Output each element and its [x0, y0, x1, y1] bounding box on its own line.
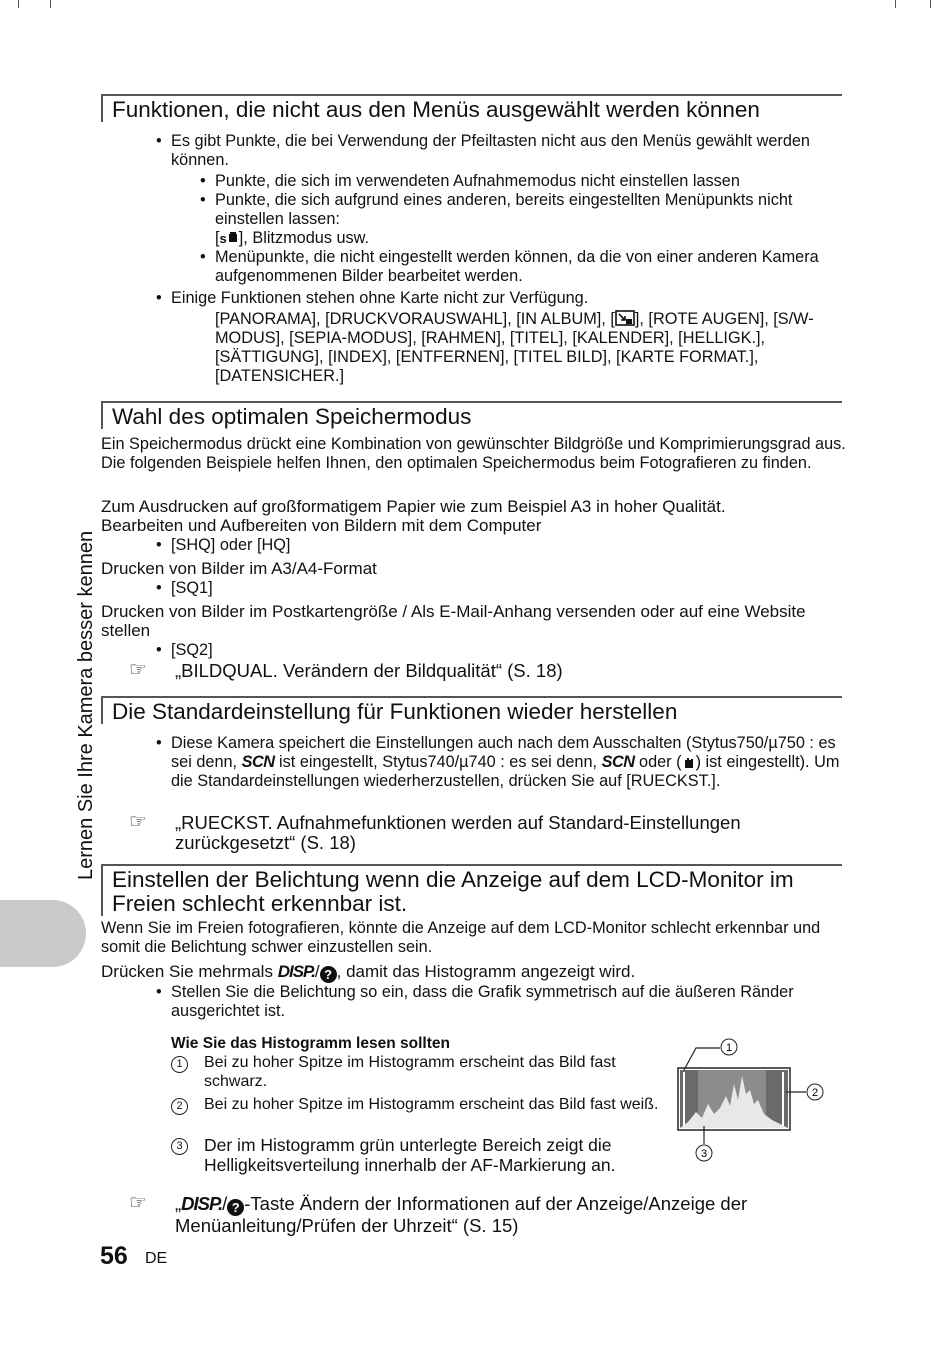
- crop-mark: [895, 0, 896, 8]
- list-item: • Es gibt Punkte, die bei Verwendung der Pfeiltasten nicht aus den Menüs gewählt werden können.: [156, 132, 810, 169]
- function-list: [PANORAMA], [DRUCKVORAUSWAHL], [IN ALBUM], [ ], [ROTE AUGEN], [S/W-MODUS], [SEPIA-MODUS], [RAHMEN], [TITEL], [KALENDER], [HELLIGK.], [SÄTTIGUNG], [INDEX], [ENTFERNEN], [TITEL BILD], [KARTE FORMAT.], [DATENSICHER.]: [215, 310, 814, 385]
- list-item: • [SQ1]: [156, 579, 213, 597]
- histogram-item: 3 Der im Histogramm grün unterlegte Bereich zeigt die Helligkeitsverteilung innerhalb der AF-Markierung an.: [204, 1135, 674, 1175]
- callout-3: 3: [700, 1148, 708, 1160]
- crop-mark: [18, 0, 19, 8]
- list-item: • Menüpunkte, die nicht eingestellt werden können, da die von einer anderen Kamera aufgenommenen Bilder bearbeitet werden.: [200, 248, 819, 285]
- page-number: 56: [100, 1242, 128, 1270]
- paragraph: Bearbeiten und Aufbereiten von Bildern mit dem Computer: [101, 516, 542, 535]
- paragraph: Drucken von Bilder im A3/A4-Format: [101, 559, 377, 578]
- instruction: Drücken Sie mehrmals DISP./ ? , damit das Histogramm angezeigt wird.: [101, 962, 636, 982]
- list-item: • [SHQ] oder [HQ]: [156, 536, 291, 554]
- list-item: • Einige Funktionen stehen ohne Karte nicht zur Verfügung.: [156, 289, 589, 307]
- crop-mark: [930, 0, 931, 8]
- disp-button-label: DISP.: [181, 1193, 223, 1214]
- callout-1: 1: [725, 1042, 733, 1054]
- anti-shake-icon: s: [220, 231, 239, 246]
- number-2-icon: 2: [171, 1098, 188, 1115]
- histogram-heading: Wie Sie das Histogramm lesen sollten: [171, 1035, 450, 1052]
- paragraph: Drucken von Bilder im Postkartengröße / Als E-Mail-Anhang versenden oder auf eine Website stellen: [101, 602, 806, 640]
- sidebar-tab: [0, 900, 86, 967]
- list-item: • Punkte, die sich aufgrund eines anderen, bereits eingestellten Menüpunkts nicht einstellen lassen:: [200, 191, 793, 228]
- cross-reference: ☞ „DISP./ ? -Taste Ändern der Informationen auf der Anzeige/Anzeige der Menüanleitung/Prüfen der Uhrzeit“ (S. 15): [129, 1192, 748, 1236]
- paragraph: Zum Ausdrucken auf großformatigem Papier wie zum Beispiel A3 in hoher Qualität.: [101, 497, 726, 516]
- sidebar-chapter-text: Lernen Sie Ihre Kamera besser kennen: [75, 530, 97, 880]
- section-title-record-mode: Wahl des optimalen Speichermodus: [101, 401, 842, 429]
- list-item: • Punkte, die sich im verwendeten Aufnahmemodus nicht einstellen lassen: [200, 172, 740, 190]
- crop-mark: [50, 0, 51, 8]
- histogram-item: 1 Bei zu hoher Spitze im Histogramm erscheint das Bild fast schwarz.: [204, 1053, 664, 1091]
- pointing-hand-icon: ☞: [129, 811, 147, 833]
- histogram-illustration: [668, 1034, 838, 1168]
- paragraph: Ein Speichermodus drückt eine Kombination von gewünschter Bildgröße und Komprimierungsgrad aus. Die folgenden Beispiele helfen Ihnen, den optimalen Speichermodus beim Fotografieren zu finden.: [101, 435, 846, 472]
- language-code: DE: [145, 1250, 168, 1267]
- histogram-item: 2 Bei zu hoher Spitze im Histogramm erscheint das Bild fast weiß.: [204, 1095, 664, 1114]
- section-title-reset: Die Standardeinstellung für Funktionen wieder herstellen: [101, 696, 842, 724]
- list-item-continuation: [s ], Blitzmodus usw.: [215, 229, 370, 247]
- question-icon: ?: [320, 966, 337, 983]
- cross-reference: ☞ „RUECKST. Aufnahmefunktionen werden auf Standard-Einstellungen zurückgesetzt“ (S. 18): [129, 811, 741, 853]
- section-title-exposure: Einstellen der Belichtung wenn die Anzeige auf dem LCD-Monitor im Freien schlecht erkennbar ist.: [101, 864, 842, 916]
- scn-icon: SCN: [601, 753, 635, 771]
- question-icon: ?: [227, 1199, 244, 1216]
- number-1-icon: 1: [171, 1056, 188, 1073]
- list-item: • [SQ2]: [156, 641, 213, 659]
- pointing-hand-icon: ☞: [129, 659, 147, 681]
- list-item: • Stellen Sie die Belichtung so ein, dass die Grafik symmetrisch auf die äußeren Ränder ausgerichtet ist.: [156, 983, 794, 1020]
- digital-image-stabilization-icon: ( ): [676, 753, 701, 771]
- section-title-functions: Funktionen, die nicht aus den Menüs ausgewählt werden können: [101, 94, 842, 122]
- number-3-icon: 3: [171, 1138, 188, 1155]
- cross-reference: ☞ „BILDQUAL. Verändern der Bildqualität“ (S. 18): [129, 659, 563, 681]
- paragraph: Wenn Sie im Freien fotografieren, könnte die Anzeige auf dem LCD-Monitor schlecht erkennbar und somit die Belichtung schwer einzustellen sein.: [101, 919, 821, 956]
- callout-2: 2: [811, 1087, 819, 1099]
- scn-icon: SCN: [241, 753, 275, 771]
- pointing-hand-icon: ☞: [129, 1192, 147, 1214]
- resize-icon: [615, 310, 635, 328]
- list-item: • Diese Kamera speichert die Einstellungen auch nach dem Ausschalten (Stytus750/µ750 : es sei denn, SCN ist eingestellt, Stytus740/µ740 : es sei denn, SCN oder ( ) ist eingestellt). Um die Standardeinstellungen wiederherzustellen, drücken Sie auf [RUECKST.].: [156, 734, 840, 790]
- disp-button-label: DISP.: [277, 962, 315, 981]
